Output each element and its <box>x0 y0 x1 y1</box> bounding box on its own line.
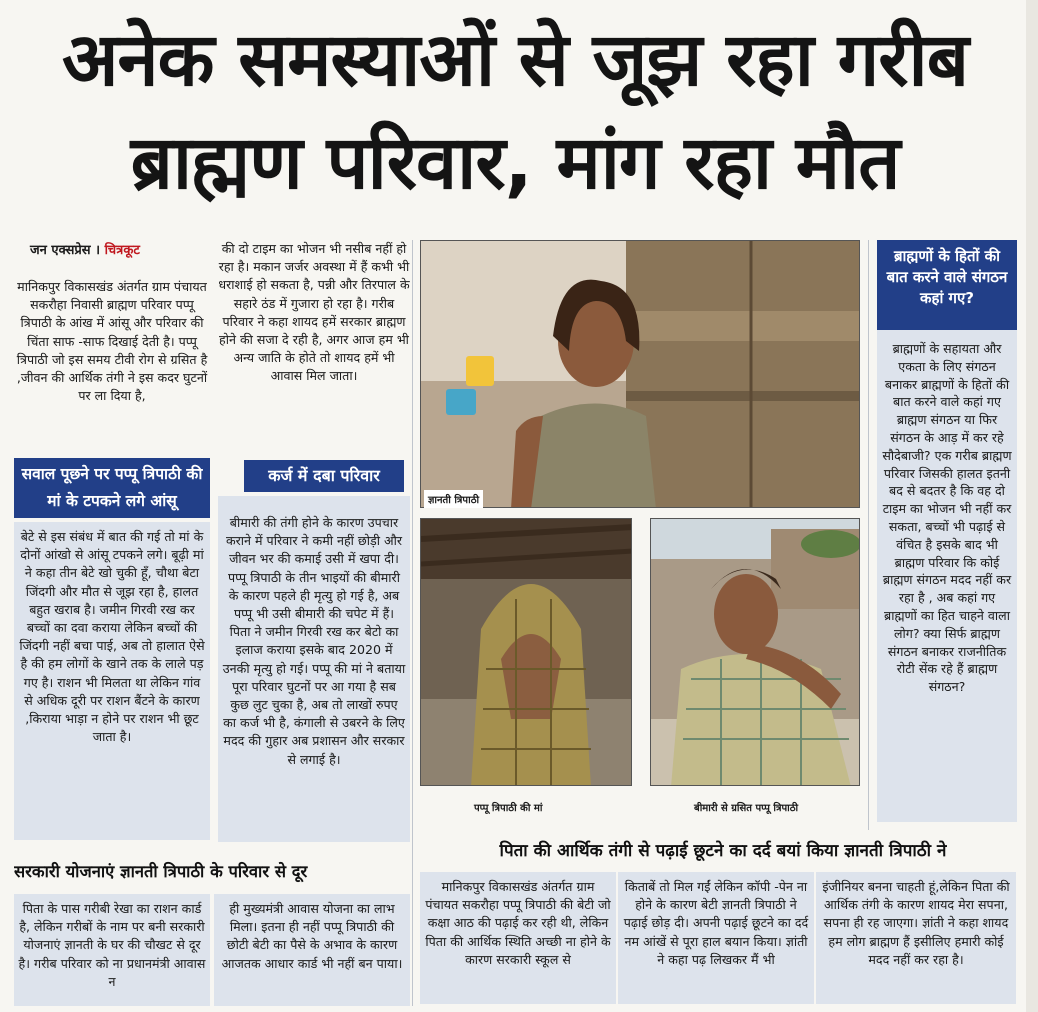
section-schemes-col1: पिता के पास गरीबी रेखा का राशन कार्ड है, लेकिन गरीबों के नाम पर बनी सरकारी योजनाएं ज्ञानती के घर की चौखट से दूर है। गरीब परिवार को ना प्रधानमंत्री आवास न <box>14 894 210 1006</box>
sidebar-heading: ब्राह्मणों के हितों की बात करने वाले संगठन कहां गए? <box>877 240 1017 330</box>
article-intro-col1: मानिकपुर विकासखंड अंतर्गत ग्राम पंचायत सकरौहा निवासी ब्राह्मण परिवार पप्पू त्रिपाठी के आंख में आंसू और परिवार की चिंता साफ -साफ दिखाई देती है। पप्पू त्रिपाठी जो इस समय टीवी रोग से ग्रसित है ,जीवन की आर्थिक तंगी ने इस कदर घुटनों पर ला दिया है, <box>16 279 208 404</box>
section-study-col2: किताबें तो मिल गईं लेकिन कॉपी -पेन ना होने के कारण बेटी ज्ञानती त्रिपाठी ने पढ़ाई छोड़ दी। अपनी पढ़ाई छूटने का दर्द नम आंखें से पूरा हाल बयान किया। ज्ञांती ने कहा पढ़ लिखकर मैं भी <box>618 872 814 1004</box>
photo-man-illustration <box>651 519 860 786</box>
section-study-col1: मानिकपुर विकासखंड अंतर्गत ग्राम पंचायत सकरौहा पप्पू त्रिपाठी की बेटी जो कक्षा आठ की पढ़ाई कर रही थी, लेकिन पिता की आर्थिक स्थिति अच्छी ना होने के कारण सरकारी स्कूल से <box>420 872 616 1004</box>
section-study-heading: पिता की आर्थिक तंगी से पढ़ाई छूटने का दर्द बयां किया ज्ञानती त्रिपाठी ने <box>499 841 947 861</box>
section-study-col3: इंजीनियर बनना चाहती हूं,लेकिन पिता की आर्थिक तंगी के कारण शायद मेरा सपना, सपना ही रह जाएगा। ज्ञांती ने कहा शायद हम लोग ब्राह्मण हैं इसीलिए हमारी कोई मदद नहीं कर रहा है। <box>816 872 1016 1004</box>
caption-mother: पप्पू त्रिपाठी की मां <box>474 803 543 814</box>
section-debt-body: बीमारी की तंगी होने के कारण उपचार कराने में परिवार ने कमी नहीं छोड़ी और जीवन भर की कमाई उसी में खपा दी। पप्पू त्रिपाठी के तीन भाइयों की बीमारी के कारण पहले ही मृत्यु हो गई है, अब पप्पू भी उसी बीमारी की चपेट में हैं। पिता ने जमीन गिरवी रख कर बेटो का इलाज कराया इसके बाद 2020 में उनकी मृत्यु हो गई। पप्पू की मां ने बताया पूरा परिवार घुटनों पर आ गया है सब कुछ लुट चुका है, अब तो लाखों रुपए का कर्ज भी है, कंगाली से उबरने के लिए मदद की गुहार अब प्रशासन और सरकार से लगाई है। <box>218 496 410 842</box>
section-schemes-col2: ही मुख्यमंत्री आवास योजना का लाभ मिला। इतना ही नहीं पप्पू त्रिपाठी की छोटी बेटी का पैसे के अभाव के कारण आजतक आधार कार्ड भी नहीं बन पाया। <box>214 894 410 1006</box>
byline-source: जन एक्सप्रेस <box>30 243 91 258</box>
headline-line-2: ब्राह्मण परिवार, मांग रहा मौत <box>130 120 900 206</box>
headline-line-1: अनेक समस्याओं से जूझ रहा गरीब <box>62 17 968 103</box>
article-intro-col2: की दो टाइम का भोजन भी नसीब नहीं हो रहा है। मकान जर्जर अवस्था में हैं कभी भी धराशाई हो सकता है, पन्नी और तिरपाल के सहारे ठंड में गुजारा हो रहा है। गरीब परिवार ने कहा शायद हमें सरकार ब्राह्मण होने की सजा दे रही है, अगर आज हम भी अन्य जाति के होते तो शायद हमें भी आवास मिल जाता। <box>218 241 410 384</box>
sidebar-box <box>877 240 1017 822</box>
photo-mother <box>420 518 632 786</box>
section-mother-body: बेटे से इस संबंध में बात की गई तो मां के दोनों आंखो से आंसू टपकने लगे। बूढ़ी मां ने कहा तीन बेटे खो चुकी हूँ, चौथा बेटा जिंदगी और मौत से जूझ रहा है, हालत बहुत खराब है। जमीन गिरवी रख कर बच्चों का दवा कराया लेकिन बच्चों की जिंदगी नहीं बचा पाई, अब तो हालात ऐसे है की हम लोगों के खाने तक के लाले पड़ गए है। राशन भी मिलता था लेकिन गांव से अधिक दूरी पर राशन बैंटने के कारण ,किराया भाड़ा न होने पर राशन भी छूट जाता है। <box>14 522 210 840</box>
section-mother-heading: सवाल पूछने पर पप्पू त्रिपाठी की मां के टपकने लगे आंसू <box>14 458 210 518</box>
column-rule <box>868 240 869 830</box>
byline-separator: । <box>95 243 101 258</box>
caption-girl: ज्ञानती त्रिपाठी <box>424 490 483 508</box>
section-debt-heading: कर्ज में दबा परिवार <box>244 460 404 492</box>
byline-place: चित्रकूट <box>104 243 140 258</box>
caption-man: बीमारी से ग्रसित पप्पू त्रिपाठी <box>694 803 799 814</box>
sidebar-body: ब्राह्मणों के सहायता और एकता के लिए संगठन बनाकर ब्राह्मणों के हितों की बात करने वाले कहां गए ब्राह्मण संगठन या फिर संगठन के आड़ में कर रहे सौदेबाजी? एक गरीब ब्राह्मण परिवार जिसकी हालत इतनी बद से बदतर है कि वह दो टाइम का भोजन भी नहीं कर सकता, बच्चों भी पढ़ाई से वंचित है इसके बाद भी ब्राह्मण परिवार कि कोई ब्राह्मण संगठन मदद नहीं कर रहा है , अब कहां गए ब्राह्मणों का हित चाहने वाला लोग? क्या सिर्फ ब्राह्मण संगठन बनाकर राजनीतिक रोटी सेंक रहे हैं ब्राह्मण संगठन? <box>882 341 1012 695</box>
byline <box>30 240 210 258</box>
page-edge <box>1026 0 1038 1012</box>
photo-girl-illustration <box>421 241 860 508</box>
column-rule <box>412 240 413 1006</box>
section-schemes-heading: सरकारी योजनाएं ज्ञानती त्रिपाठी के परिवार से दूर <box>14 862 308 881</box>
photo-mother-illustration <box>421 519 632 786</box>
photo-girl-at-door <box>420 240 860 508</box>
photo-sick-man <box>650 518 860 786</box>
